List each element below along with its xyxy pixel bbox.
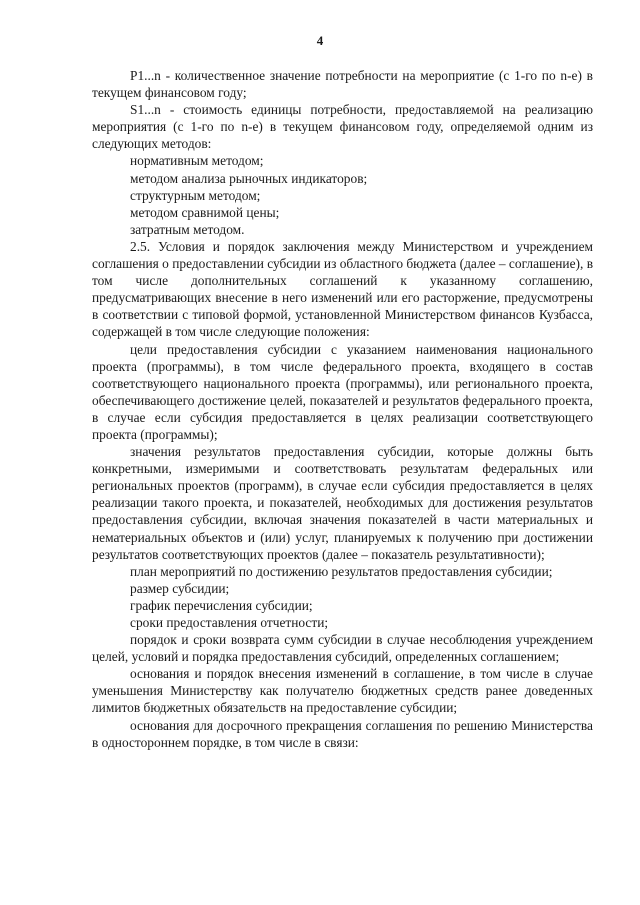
list-item: сроки предоставления отчетности; bbox=[130, 615, 329, 630]
page-number: 4 bbox=[316, 33, 324, 48]
list-item: значения результатов предоставления субсидии, которые должны быть конкретными, измеримыми и соответствовать результатам федеральных или региональных проектов (программ), в случае если субсидия предоставляется в целях реализации такого проекта, и показателей, необходимых для достижения результатов предоставления субсидии, включая значения показателей в части материальных и нематериальных объектов и (или) услуг, планируемых к получению при достижении результатов соответствующих проектов (далее – показатель результативности); bbox=[92, 444, 593, 562]
list-item: затратным методом. bbox=[130, 221, 245, 237]
list-item: структурным методом; bbox=[130, 187, 261, 203]
list-item: основания и порядок внесения изменений в соглашение, в том числе в случае уменьшения Министерству как получателю бюджетных средств ранее доведенных лимитов бюджетных обязательств на предоставление субсидии; bbox=[92, 666, 593, 716]
list-item: порядок и сроки возврата сумм субсидии в случае несоблюдения учреждением целей, условий и порядка предоставления субсидий, определенных соглашением; bbox=[92, 632, 593, 665]
document-body bbox=[92, 67, 593, 751]
list-item: основания для досрочного прекращения соглашения по решению Министерства в одностороннем порядке, в том числе в связи: bbox=[92, 717, 593, 750]
list-item: график перечисления субсидии; bbox=[130, 597, 313, 613]
list-item: методом анализа рыночных индикаторов; bbox=[130, 170, 368, 186]
list-item: методом сравнимой цены; bbox=[130, 204, 280, 220]
list-item: цели предоставления субсидии с указанием наименования национального проекта (программы), в том числе федерального проекта, входящего в состав соответствующего национального проекта (программы), или регионального проекта, обеспечивающего достижение целей, показателей и результатов федерального проекта, в случае если субсидия предоставляется в целях реализации соответствующего проекта (программы); bbox=[92, 341, 593, 442]
paragraph: 2.5. Условия и порядок заключения между Министерством и учреждением соглашения о предоставлении субсидии из областного бюджета (далее – соглашение), в том числе дополнительных соглашений к указанному соглашению, предусматривающих внесение в него изменений или его расторжение, предусмотрены в соответствии с типовой формой, установленной Министерством финансов Кузбасса, содержащей в том числе следующие положения: bbox=[92, 238, 594, 340]
list-item: план мероприятий по достижению результатов предоставления субсидии; bbox=[130, 563, 553, 579]
list-item: размер субсидии; bbox=[130, 580, 230, 596]
paragraph: S1...n - стоимость единицы потребности, предоставляемой на реализацию мероприятия (с 1-го по n-е) в текущем финансовом году, определяемой одним из следующих методов: bbox=[92, 102, 593, 152]
list-item: нормативным методом; bbox=[130, 153, 264, 169]
paragraph: P1...n - количественное значение потребности на мероприятие (с 1-го по n-е) в текущем финансовом году; bbox=[92, 68, 593, 101]
